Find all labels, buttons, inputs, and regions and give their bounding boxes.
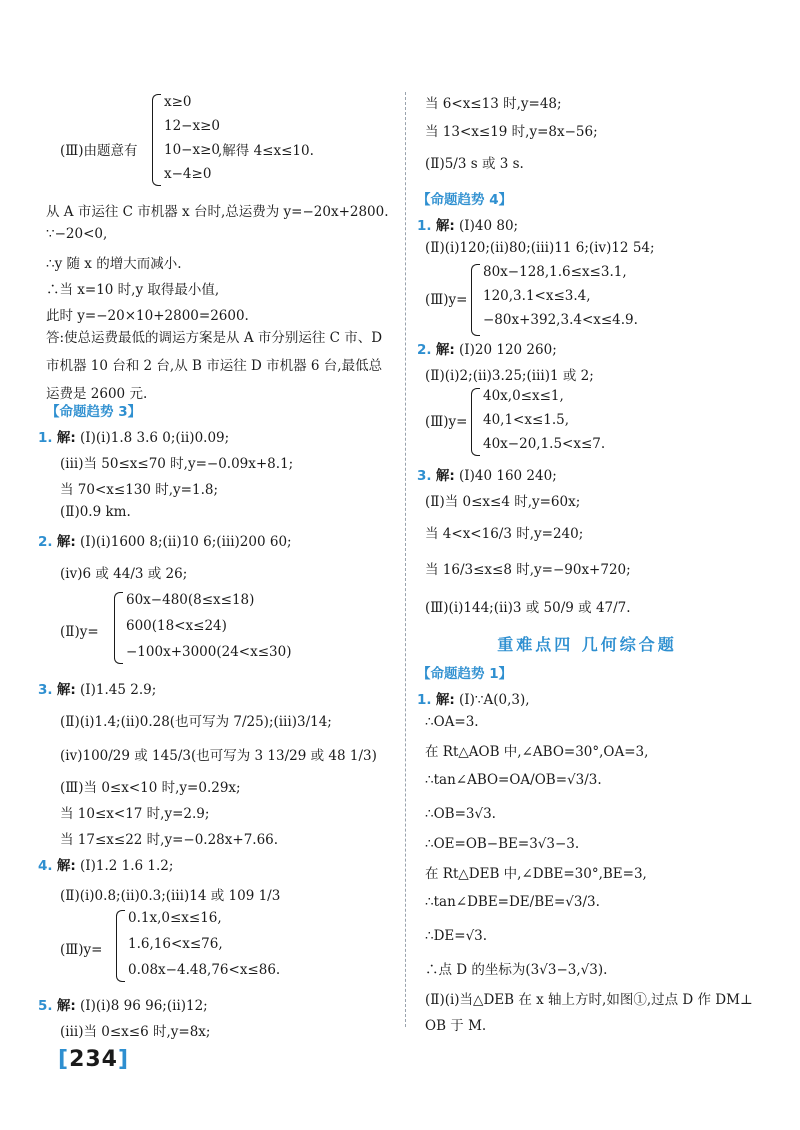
text-line: (Ⅲ)由题意有 [60, 143, 138, 159]
text-line: 在 Rt△DEB 中,∠DBE=30°,BE=3, [425, 866, 647, 882]
text-line: ∴OB=3√3. [425, 806, 496, 822]
solution-label: 解: [435, 342, 455, 358]
trend-tag: 【命题趋势 1】 [417, 666, 513, 682]
system-line: 60x−480(8≤x≤18) [126, 592, 255, 608]
text-line: (Ⅱ)y= [60, 624, 99, 640]
text-line: (Ⅱ)5/3 s 或 3 s. [425, 156, 524, 172]
answer-text: (Ⅰ)1.2 1.6 1.2; [80, 858, 174, 874]
system-line: 10−x≥0 [164, 142, 221, 158]
system-line: 40x,0≤x≤1, [483, 388, 564, 404]
solution-label: 解: [435, 218, 455, 234]
solution-label: 解: [56, 998, 76, 1014]
system-line: 120,3.1<x≤3.4, [483, 288, 591, 304]
question-5 [38, 994, 208, 1014]
text-line: (ⅲ)当 50≤x≤70 时,y=−0.09x+8.1; [60, 456, 294, 472]
text-line: ∴y 随 x 的增大而减小. [46, 256, 182, 272]
question-number: 1. [38, 430, 53, 446]
bracket-right: ] [118, 1047, 130, 1072]
text-line: 在 Rt△AOB 中,∠ABO=30°,OA=3, [425, 744, 649, 760]
answer-text: (Ⅰ)(ⅰ)8 96 96;(ⅱ)12; [80, 998, 208, 1014]
text-line: (Ⅱ)(ⅰ)0.8;(ⅱ)0.3;(ⅲ)14 或 109 1/3 [60, 888, 281, 904]
answer-text: (Ⅰ)1.45 2.9; [80, 682, 157, 698]
answer-text: (Ⅰ)20 120 260; [459, 342, 557, 358]
text-line: ∴当 x=10 时,y 取得最小值, [46, 282, 220, 298]
text-line: 当 17≤x≤22 时,y=−0.28x+7.66. [60, 832, 279, 848]
text-line: 当 6<x≤13 时,y=48; [425, 96, 562, 112]
answer-text: (Ⅰ)(ⅰ)1600 8;(ⅱ)10 6;(ⅲ)200 60; [80, 534, 292, 550]
solution-label: 解: [56, 858, 76, 874]
system-line: x−4≥0 [164, 166, 212, 182]
question-number: 4. [38, 858, 53, 874]
column-divider [405, 92, 406, 1027]
text-line: ,解得 4≤x≤10. [218, 143, 314, 159]
system-line: 12−x≥0 [164, 118, 221, 134]
text-line: ∵−20<0, [46, 226, 108, 242]
question-number: 3. [38, 682, 53, 698]
solution-label: 解: [435, 468, 455, 484]
page-number-value: 234 [69, 1047, 118, 1072]
text-line: ∴tan∠ABO=OA/OB=√3/3. [425, 772, 602, 788]
question-3 [38, 678, 156, 698]
question-number: 2. [38, 534, 53, 550]
trend-tag: 【命题趋势 4】 [417, 192, 513, 208]
text-line: (Ⅲ)y= [60, 942, 103, 958]
solution-label: 解: [56, 682, 76, 698]
system-line: −100x+3000(24<x≤30) [126, 644, 292, 660]
piecewise-system [114, 592, 314, 664]
text-line: (ⅳ)6 或 44/3 或 26; [60, 566, 188, 582]
text-line: 当 10≤x<17 时,y=2.9; [60, 806, 210, 822]
answer-paragraph: 答:使总运费最低的调运方案是从 A 市分别运往 C 市、D 市机器 10 台和 2 台,从 B 市运往 D 市机器 6 台,最低总运费是 2600 元. [46, 330, 383, 402]
brace [114, 592, 123, 664]
text-line: OB 于 M. [425, 1018, 487, 1034]
system-line: 600(18<x≤24) [126, 618, 227, 634]
text-line: ∴OE=OB−BE=3√3−3. [425, 836, 580, 852]
text-line: 当 16/3≤x≤8 时,y=−90x+720; [425, 562, 631, 578]
system-line: 40x−20,1.5<x≤7. [483, 436, 606, 452]
text-line: (Ⅱ)0.9 km. [60, 504, 131, 520]
piecewise-system [471, 388, 651, 456]
text-line: (Ⅱ)(ⅰ)120;(ⅱ)80;(ⅲ)11 6;(ⅳ)12 54; [425, 240, 655, 256]
system-line: 40,1<x≤1.5, [483, 412, 570, 428]
section-title: 重难点四 几何综合题 [497, 635, 677, 654]
answer-text: (Ⅰ)∵A(0,3), [459, 692, 530, 708]
piecewise-system [471, 264, 671, 336]
text-line: (ⅲ)当 0≤x≤6 时,y=8x; [60, 1024, 211, 1040]
bracket-left: [ [58, 1047, 70, 1072]
text-line: 此时 y=−20×10+2800=2600. [46, 308, 249, 324]
page-number [58, 1047, 129, 1072]
text-line: (Ⅲ)y= [425, 414, 468, 430]
text-line: (Ⅱ)(ⅰ)1.4;(ⅱ)0.28(也可写为 7/25);(ⅲ)3/14; [60, 714, 332, 730]
trend-tag: 【命题趋势 3】 [46, 404, 142, 420]
brace [116, 910, 125, 982]
system-line: −80x+392,3.4<x≤4.9. [483, 312, 638, 328]
question-2 [38, 530, 292, 550]
question-1 [417, 688, 530, 708]
system-line: 0.1x,0≤x≤16, [128, 910, 222, 926]
solution-label: 解: [435, 692, 455, 708]
text-line: (Ⅱ)当 0≤x≤4 时,y=60x; [425, 494, 581, 510]
text-line: (Ⅱ)(ⅰ)2;(ⅱ)3.25;(ⅲ)1 或 2; [425, 368, 594, 384]
system-line: 1.6,16<x≤76, [128, 936, 223, 952]
answer-text: (Ⅰ)40 80; [459, 218, 519, 234]
text-line: ∴OA=3. [425, 714, 479, 730]
question-1 [417, 214, 518, 234]
text-line: ∴DE=√3. [425, 928, 488, 944]
text-line: 当 4<x<16/3 时,y=240; [425, 526, 584, 542]
text-line: (Ⅱ)(ⅰ)当△DEB 在 x 轴上方时,如图①,过点 D 作 DM⊥ [425, 992, 753, 1008]
brace [471, 388, 480, 456]
system-line: x≥0 [164, 94, 192, 110]
system-line: 80x−128,1.6≤x≤3.1, [483, 264, 627, 280]
question-number: 2. [417, 342, 432, 358]
answer-text: (Ⅰ)40 160 240; [459, 468, 557, 484]
question-1 [38, 426, 229, 446]
solution-label: 解: [56, 430, 76, 446]
text-line: (Ⅲ)(ⅰ)144;(ⅱ)3 或 50/9 或 47/7. [425, 600, 631, 616]
text-line: 当 70<x≤130 时,y=1.8; [60, 482, 219, 498]
question-2 [417, 338, 557, 358]
text-line: 当 13<x≤19 时,y=8x−56; [425, 124, 598, 140]
text-line: ∴tan∠DBE=DE/BE=√3/3. [425, 894, 600, 910]
question-number: 5. [38, 998, 53, 1014]
question-number: 1. [417, 692, 432, 708]
text-line: 从 A 市运往 C 市机器 x 台时,总运费为 y=−20x+2800. [46, 204, 389, 220]
question-number: 3. [417, 468, 432, 484]
solution-label: 解: [56, 534, 76, 550]
question-3 [417, 464, 557, 484]
question-number: 1. [417, 218, 432, 234]
text-line: (Ⅲ)y= [425, 292, 468, 308]
system-line: 0.08x−4.48,76<x≤86. [128, 962, 281, 978]
question-4 [38, 854, 173, 874]
text-line: (Ⅲ)当 0≤x<10 时,y=0.29x; [60, 780, 241, 796]
brace [471, 264, 480, 336]
answer-text: (Ⅰ)(ⅰ)1.8 3.6 0;(ⅱ)0.09; [80, 430, 230, 446]
piecewise-system [116, 910, 296, 982]
text-line: (ⅳ)100/29 或 145/3(也可写为 3 13/29 或 48 1/3) [60, 748, 377, 764]
text-line: ∴点 D 的坐标为(3√3−3,√3). [425, 962, 608, 978]
brace [152, 94, 161, 186]
